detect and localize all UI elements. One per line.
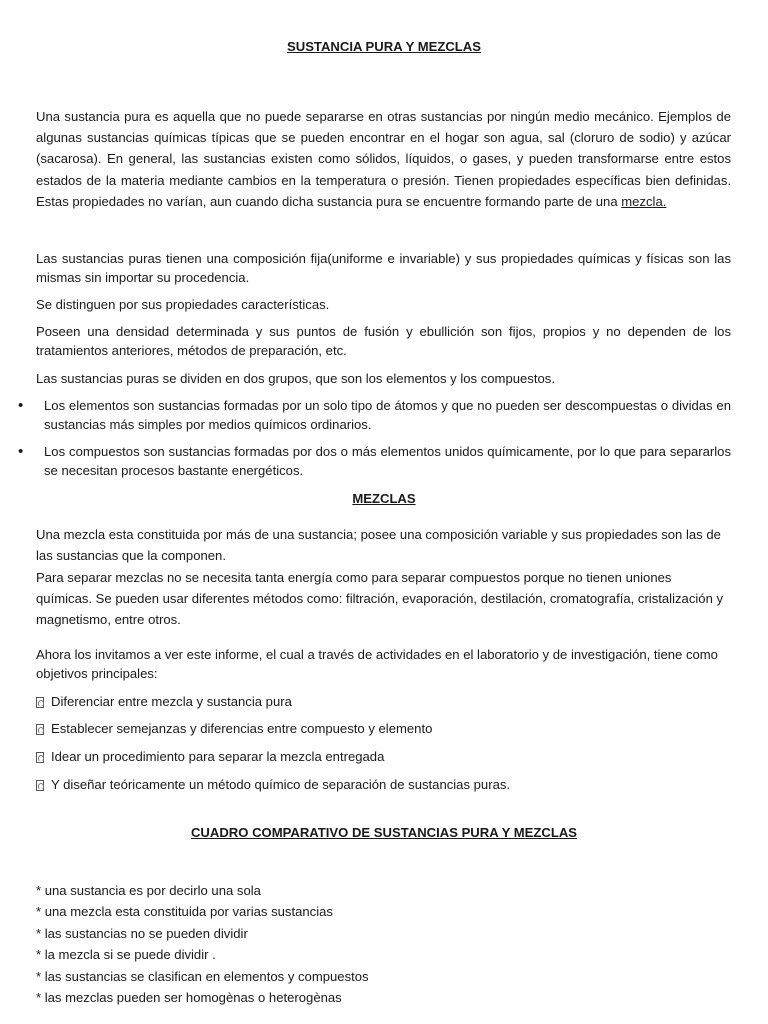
comparison-item: * las mezclas pueden ser homogènas o heterogènas xyxy=(36,990,342,1005)
mezcla-link[interactable]: mezcla. xyxy=(621,193,667,209)
comparison-item: * una sustancia es por decirlo una sola xyxy=(36,883,261,898)
density-paragraph: Poseen una densidad determinada y sus puntos de fusión y ebullición son fijos, propios y no dependen de los tratamientos anteriores, métodos de preparación, etc. xyxy=(36,324,731,358)
mezclas-heading: MEZCLAS xyxy=(352,491,416,506)
placeholder-glyph-icon xyxy=(36,697,44,708)
bullet-text: Los compuestos son sustancias formadas por dos o más elementos unidos químicamente, por lo que para separarlos se necesitan procesos bastante energéticos. xyxy=(44,444,731,478)
bullet-dot: • xyxy=(18,397,24,414)
intro-paragraph xyxy=(36,106,731,212)
placeholder-glyph-icon xyxy=(36,752,44,763)
properties-paragraph: Se distinguen por sus propiedades características. xyxy=(36,297,330,312)
objective-text: Idear un procedimiento para separar la mezcla entregada xyxy=(51,749,385,764)
composition-paragraph: Las sustancias puras tienen una composición fija(uniforme e invariable) y sus propiedades químicas y físicas son las mismas sin importar su procedencia. xyxy=(36,251,731,285)
objective-text: Y diseñar teóricamente un método químico de separación de sustancias puras. xyxy=(51,777,511,792)
objective-item xyxy=(36,748,731,766)
placeholder-glyph-icon xyxy=(36,780,44,791)
comparison-item: * las sustancias no se pueden dividir xyxy=(36,926,248,941)
intro-text: Una sustancia pura es aquella que no puede separarse en otras sustancias por ningún medio mecánico. Ejemplos de algunas sustancias químicas típicas que se pueden encontrar en el hogar son agua, sal (cloruro de sodio) y azúcar (sacarosa). En general, las sustancias existen como sólidos, líquidos, o gases, y pueden transformarse entre estos estados de la materia mediante cambios en la temperatura o presión. Tienen propiedades específicas bien definidas. Estas propiedades no varían, aun cuando dicha sustancia pura se encuentre formando parte de una xyxy=(36,109,731,209)
objective-item xyxy=(36,776,731,794)
invite-paragraph: Ahora los invitamos a ver este informe, el cual a través de actividades en el laboratorio y de investigación, tiene como objetivos principales: xyxy=(36,647,718,681)
objective-item xyxy=(36,720,731,738)
mezcla-definition-paragraph: Una mezcla esta constituida por más de una sustancia; posee una composición variable y sus propiedades son las de las sustancias que la componen. xyxy=(36,527,721,564)
bullet-text: Los elementos son sustancias formadas por un solo tipo de átomos y que no pueden ser descompuestas o dividas en sustancias más simples por medios químicos ordinarios. xyxy=(44,398,731,432)
cuadro-heading: CUADRO COMPARATIVO DE SUSTANCIAS PURA Y MEZCLAS xyxy=(190,825,578,840)
separation-paragraph: Para separar mezclas no se necesita tanta energía como para separar compuestos porque no tienen uniones químicas. Se pueden usar diferentes métodos como: filtración, evaporación, destilación, cromatografía, cristalización y magnetismo, entre otros. xyxy=(36,570,724,628)
bullet-dot: • xyxy=(18,443,24,460)
objective-text: Establecer semejanzas y diferencias entre compuesto y elemento xyxy=(51,721,433,736)
bullet-item-elementos xyxy=(18,397,731,434)
comparison-item: * una mezcla esta constituida por varias sustancias xyxy=(36,904,333,919)
groups-paragraph: Las sustancias puras se dividen en dos grupos, que son los elementos y los compuestos. xyxy=(36,371,555,386)
comparison-item: * las sustancias se clasifican en elementos y compuestos xyxy=(36,969,369,984)
placeholder-glyph-icon xyxy=(36,724,44,735)
objective-text: Diferenciar entre mezcla y sustancia pura xyxy=(51,694,292,709)
bullet-item-compuestos xyxy=(18,443,731,480)
comparison-item: * la mezcla si se puede dividir . xyxy=(36,947,216,962)
objective-item xyxy=(36,693,731,711)
page-title: SUSTANCIA PURA Y MEZCLAS xyxy=(287,39,481,54)
